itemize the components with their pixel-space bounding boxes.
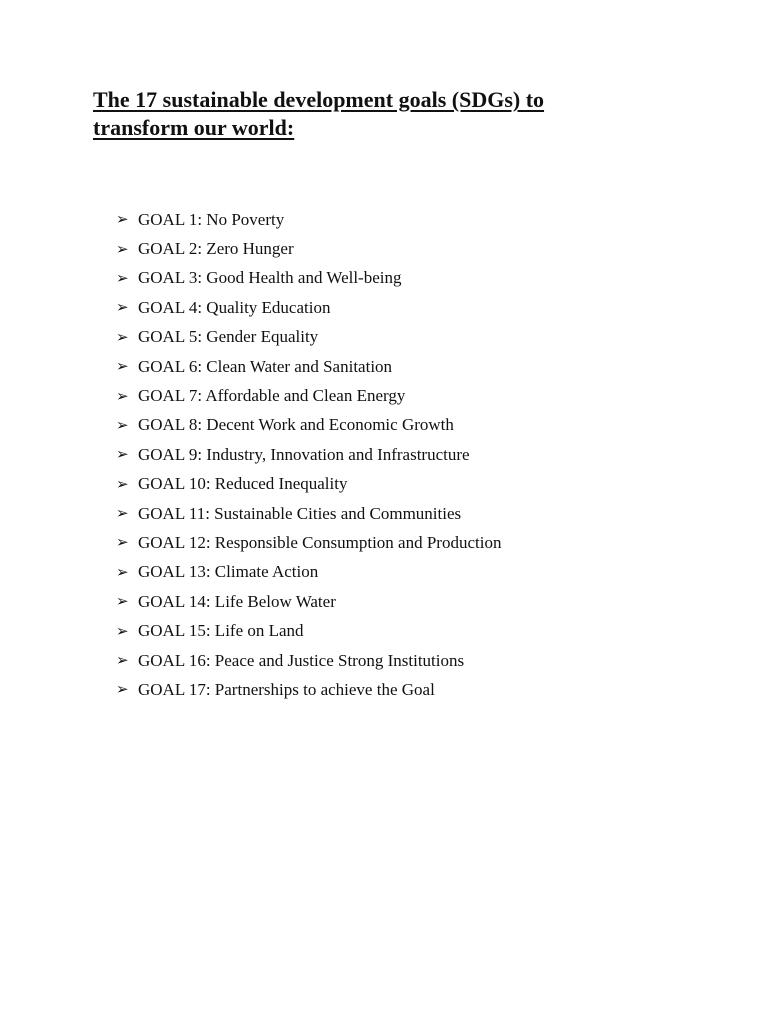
goal-item-14 xyxy=(116,587,501,616)
goal-text: GOAL 14: Life Below Water xyxy=(138,591,336,611)
heading-line-2: transform our world: xyxy=(93,115,295,140)
goal-text: GOAL 5: Gender Equality xyxy=(138,327,319,347)
goal-item-6 xyxy=(116,352,501,381)
goal-text: GOAL 17: Partnerships to achieve the Goal xyxy=(138,679,435,699)
arrow-bullet-icon: ➢ xyxy=(116,357,129,376)
goal-text: GOAL 4: Quality Education xyxy=(138,297,331,317)
heading-line-1: The 17 sustainable development goals (SDGs) to xyxy=(93,87,545,112)
goal-text: GOAL 3: Good Health and Well-being xyxy=(138,268,402,288)
arrow-bullet-icon: ➢ xyxy=(116,651,129,670)
goal-item-11 xyxy=(116,499,501,528)
arrow-bullet-icon: ➢ xyxy=(116,445,129,464)
arrow-bullet-icon: ➢ xyxy=(116,268,129,287)
goal-item-12 xyxy=(116,528,501,557)
document-heading xyxy=(93,86,693,142)
goal-item-3 xyxy=(116,264,501,293)
goal-item-8 xyxy=(116,411,501,440)
goal-text: GOAL 9: Industry, Innovation and Infrastructure xyxy=(138,444,470,464)
goal-text: GOAL 2: Zero Hunger xyxy=(138,239,294,259)
goal-item-10 xyxy=(116,470,501,499)
goal-item-7 xyxy=(116,381,501,410)
goal-item-17 xyxy=(116,675,501,704)
arrow-bullet-icon: ➢ xyxy=(116,504,129,523)
goal-item-9 xyxy=(116,440,501,469)
goal-text: GOAL 13: Climate Action xyxy=(138,562,319,582)
arrow-bullet-icon: ➢ xyxy=(116,533,129,552)
goal-item-2 xyxy=(116,234,501,263)
arrow-bullet-icon: ➢ xyxy=(116,386,129,405)
goal-text: GOAL 10: Reduced Inequality xyxy=(138,474,348,494)
goal-item-4 xyxy=(116,293,501,322)
goal-item-15 xyxy=(116,616,501,645)
goal-text: GOAL 11: Sustainable Cities and Communities xyxy=(138,503,462,523)
goal-text: GOAL 7: Affordable and Clean Energy xyxy=(138,386,406,406)
arrow-bullet-icon: ➢ xyxy=(116,415,129,434)
goal-item-13 xyxy=(116,558,501,587)
arrow-bullet-icon: ➢ xyxy=(116,210,129,229)
goal-text: GOAL 15: Life on Land xyxy=(138,621,304,641)
arrow-bullet-icon: ➢ xyxy=(116,474,129,493)
goal-item-1 xyxy=(116,205,501,234)
arrow-bullet-icon: ➢ xyxy=(116,562,129,581)
goal-text: GOAL 16: Peace and Justice Strong Institutions xyxy=(138,650,465,670)
goal-item-5 xyxy=(116,323,501,352)
goal-list xyxy=(116,205,501,705)
arrow-bullet-icon: ➢ xyxy=(116,327,129,346)
goal-text: GOAL 12: Responsible Consumption and Production xyxy=(138,532,502,552)
arrow-bullet-icon: ➢ xyxy=(116,621,129,640)
arrow-bullet-icon: ➢ xyxy=(116,680,129,699)
arrow-bullet-icon: ➢ xyxy=(116,239,129,258)
goal-item-16 xyxy=(116,646,501,675)
arrow-bullet-icon: ➢ xyxy=(116,298,129,317)
goal-text: GOAL 1: No Poverty xyxy=(138,209,285,229)
arrow-bullet-icon: ➢ xyxy=(116,592,129,611)
goal-text: GOAL 8: Decent Work and Economic Growth xyxy=(138,415,454,435)
goal-text: GOAL 6: Clean Water and Sanitation xyxy=(138,356,393,376)
